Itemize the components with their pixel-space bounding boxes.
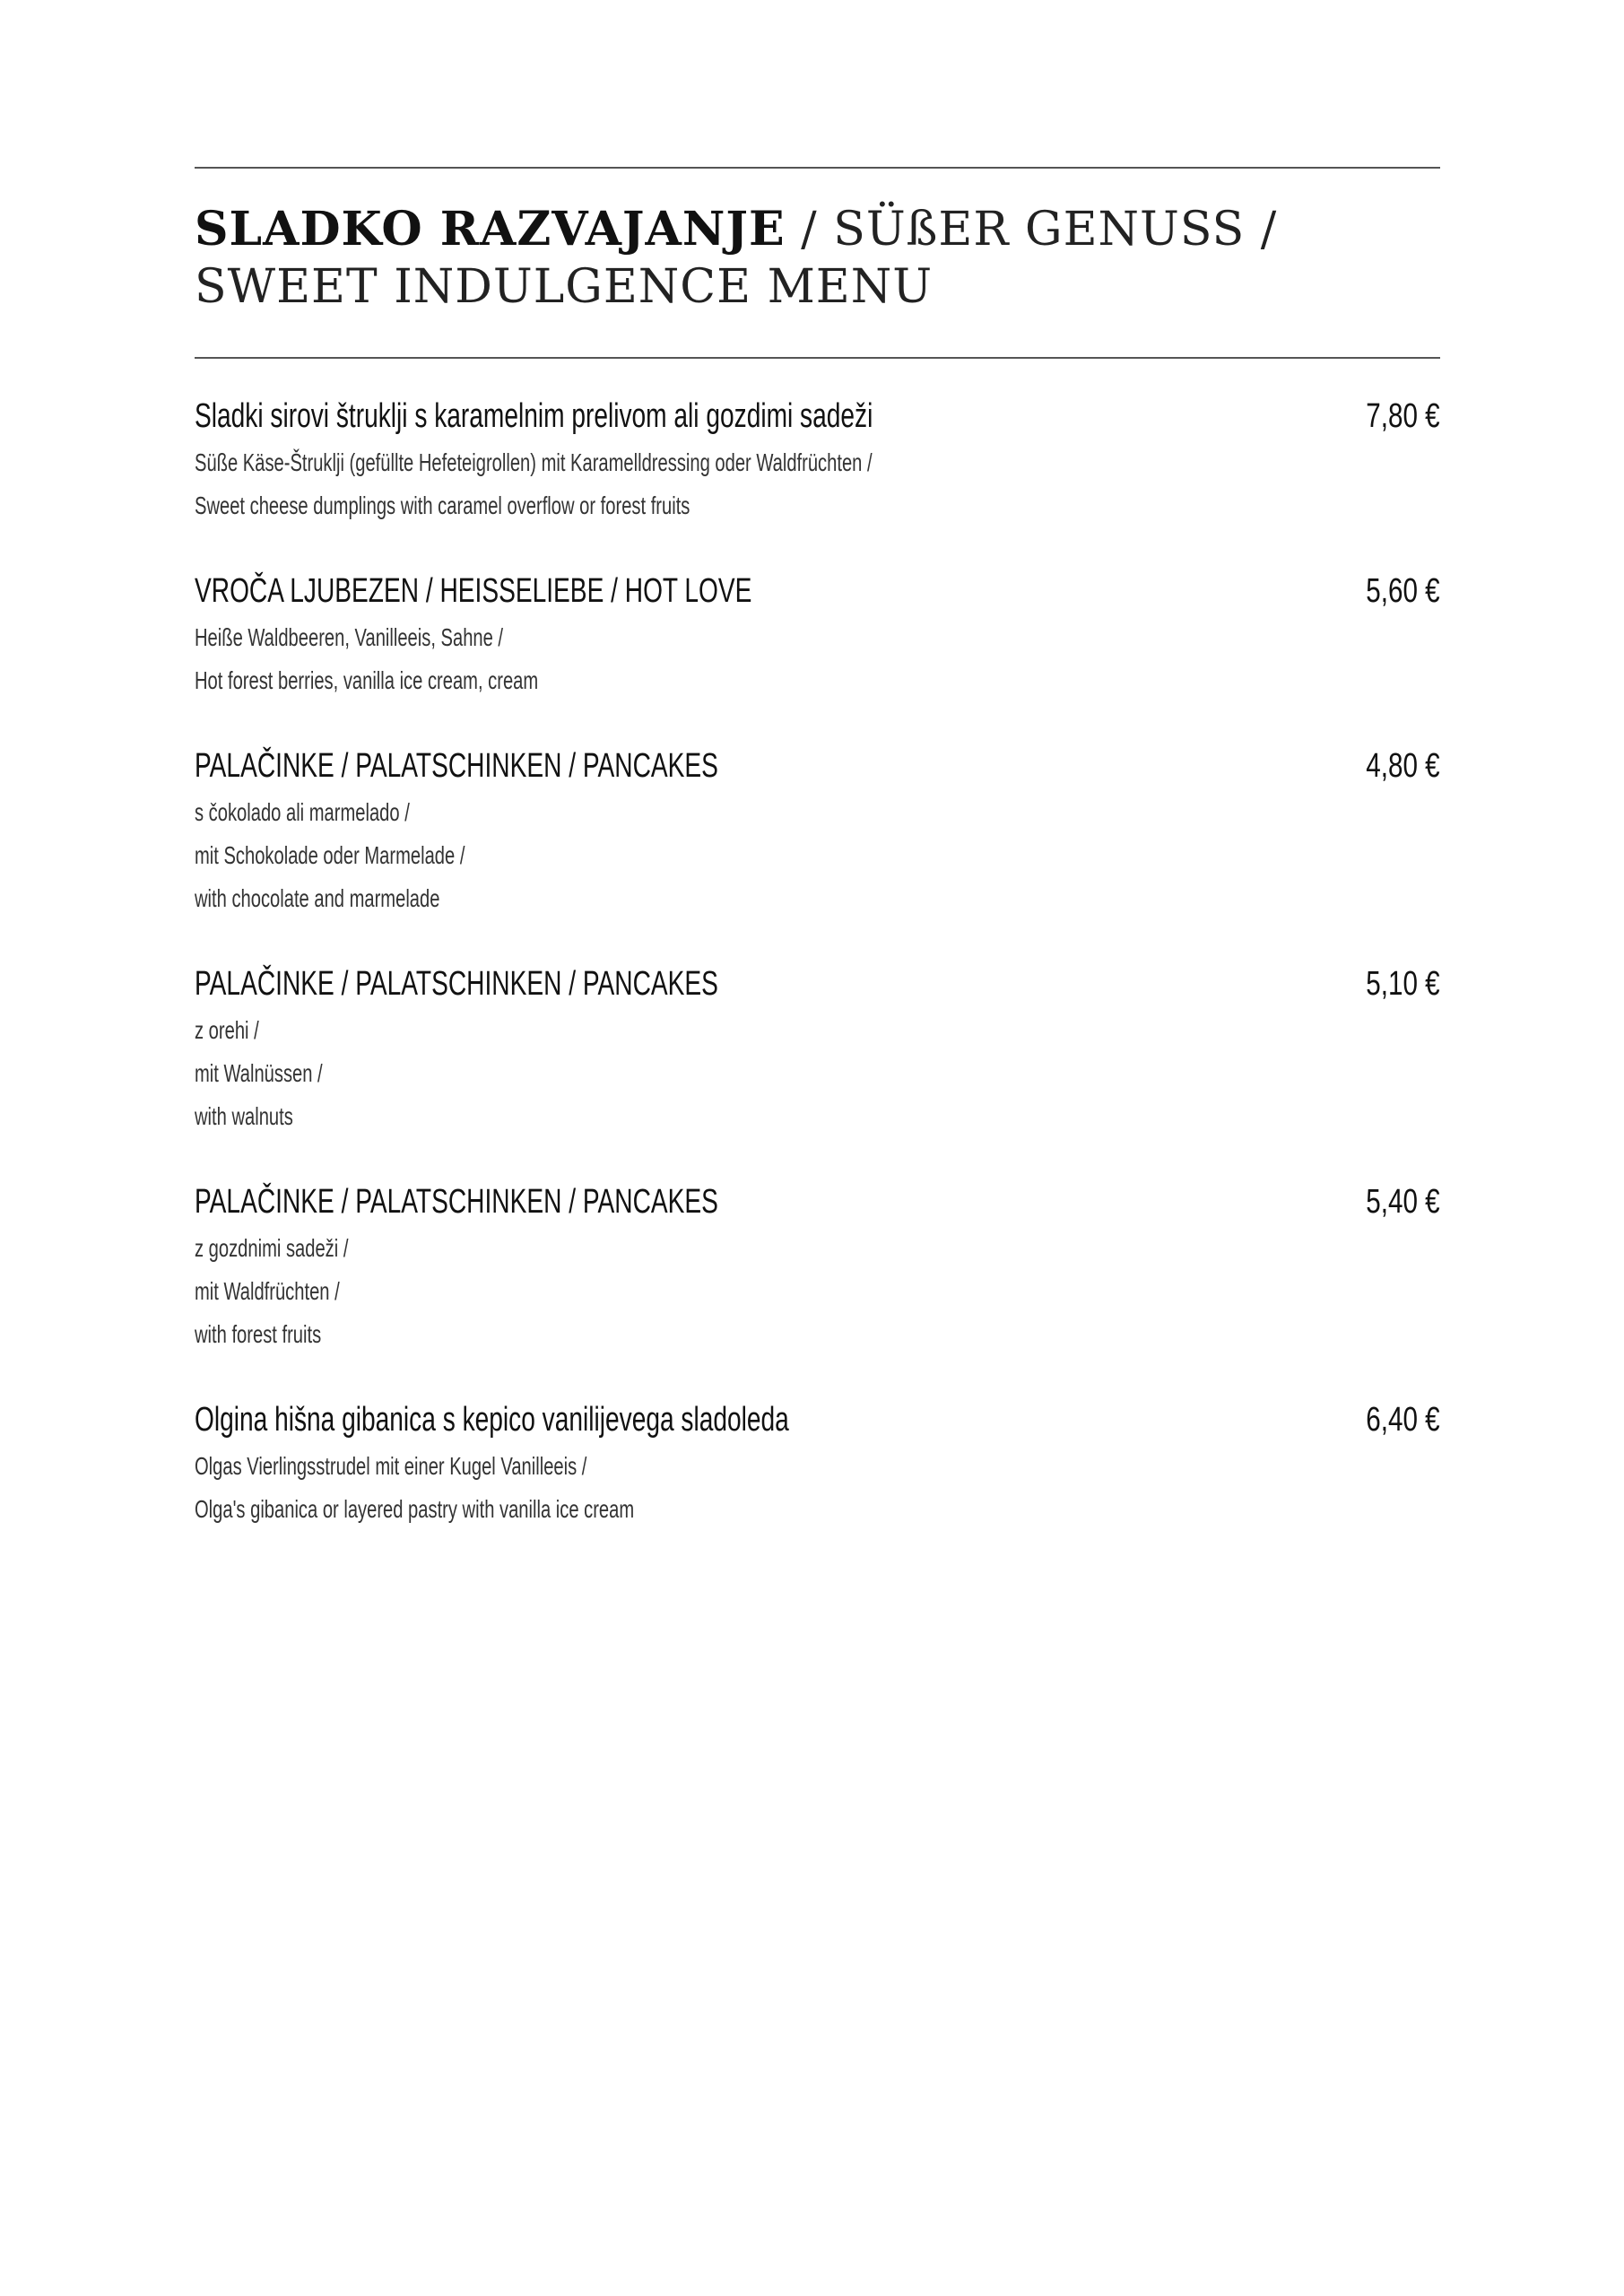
menu-item-description: Heiße Waldbeeren, Vanilleeis, Sahne / [195, 623, 504, 651]
menu-item-price: 5,10 € [1366, 965, 1440, 1003]
menu-item [195, 566, 1440, 702]
menu-item-price: 5,40 € [1366, 1183, 1440, 1221]
menu-item-price: 4,80 € [1366, 747, 1440, 785]
menu-item [195, 741, 1440, 920]
menu-title [195, 201, 1440, 316]
menu-item-description: with walnuts [195, 1102, 293, 1130]
menu-item-description: mit Walnüssen / [195, 1059, 323, 1087]
menu-item-name: PALAČINKE / PALATSCHINKEN / PANCAKES [195, 747, 718, 785]
menu-item-name: Olgina hišna gibanica s kepico vanilijevega sladoleda [195, 1401, 789, 1439]
menu-list [195, 391, 1440, 1570]
menu-item-description: Olga's gibanica or layered pastry with vanilla ice cream [195, 1495, 635, 1523]
menu-item-header [195, 741, 1440, 791]
menu-item-description: z gozdnimi sadeži / [195, 1234, 349, 1262]
top-divider [195, 167, 1440, 169]
menu-item [195, 959, 1440, 1138]
menu-item [195, 1395, 1440, 1531]
menu-item-description: Hot forest berries, vanilla ice cream, cream [195, 666, 539, 694]
menu-item-description: mit Schokolade oder Marmelade / [195, 841, 465, 869]
menu-item-price: 7,80 € [1366, 397, 1440, 435]
menu-item-description: Sweet cheese dumplings with caramel overflow or forest fruits [195, 491, 690, 519]
menu-item-description: with forest fruits [195, 1320, 322, 1348]
menu-title-line-2: SWEET INDULGENCE MENU [195, 260, 934, 314]
menu-item [195, 391, 1440, 527]
menu-item-price: 6,40 € [1366, 1401, 1440, 1439]
menu-item-description: Olgas Vierlingsstrudel mit einer Kugel Vanilleeis / [195, 1452, 587, 1480]
menu-item-description: mit Waldfrüchten / [195, 1277, 340, 1305]
menu-item-description: z orehi / [195, 1016, 259, 1044]
menu-item-header [195, 391, 1440, 441]
menu-item-description: with chocolate and marmelade [195, 884, 440, 912]
menu-item-header [195, 566, 1440, 616]
menu-item-description: Süße Käse-Štruklji (gefüllte Hefeteigrollen) mit Karamelldressing oder Waldfrüchten / [195, 448, 873, 476]
menu-title-rest: / SÜßER GENUSS / [785, 203, 1278, 257]
menu-item-name: PALAČINKE / PALATSCHINKEN / PANCAKES [195, 1183, 718, 1221]
menu-item-name: Sladki sirovi štruklji s karamelnim prelivom ali gozdimi sadeži [195, 397, 873, 435]
menu-item-name: PALAČINKE / PALATSCHINKEN / PANCAKES [195, 965, 718, 1003]
menu-item-header [195, 1395, 1440, 1445]
menu-item-price: 5,60 € [1366, 572, 1440, 610]
menu-item-header [195, 959, 1440, 1009]
menu-item [195, 1177, 1440, 1356]
menu-title-bold: SLADKO RAZVAJANJE [195, 202, 786, 257]
menu-item-header [195, 1177, 1440, 1227]
title-divider [195, 357, 1440, 359]
menu-title-line-1 [195, 201, 1440, 258]
menu-item-name: VROČA LJUBEZEN / HEISSELIEBE / HOT LOVE [195, 572, 752, 610]
menu-item-description: s čokolado ali marmelado / [195, 798, 410, 826]
